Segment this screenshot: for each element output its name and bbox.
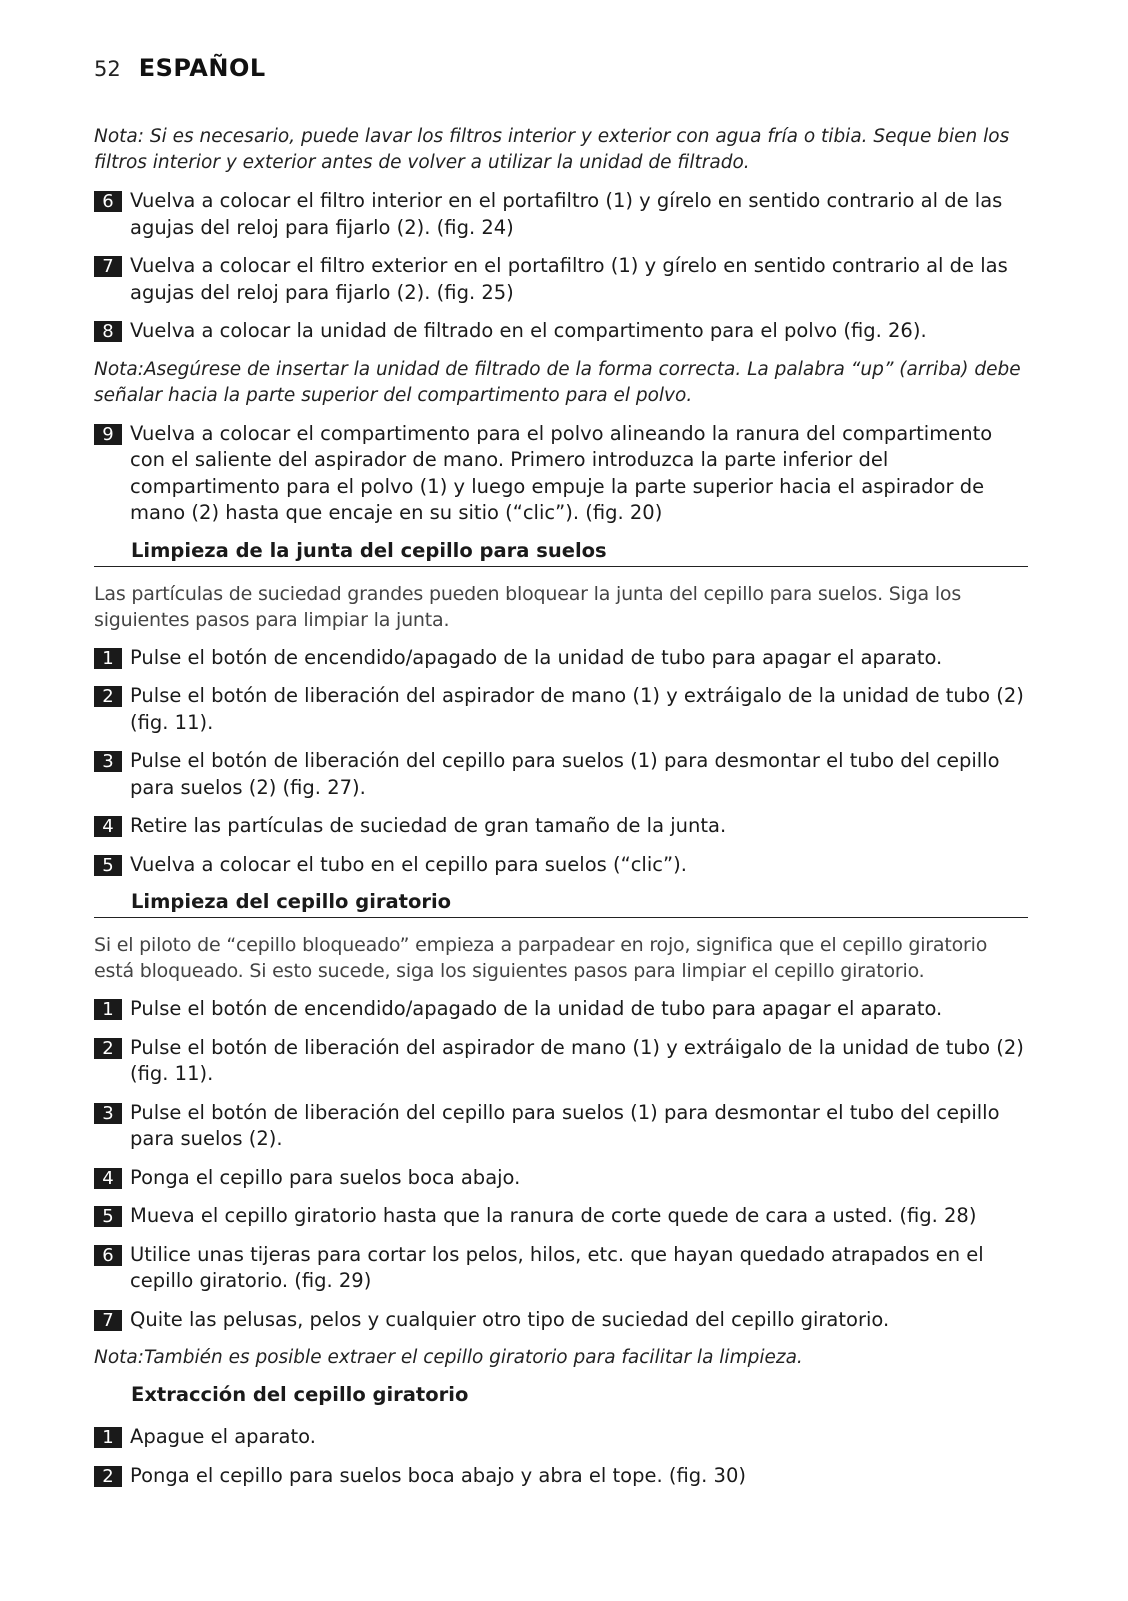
section-intro: Si el piloto de “cepillo bloqueado” empieza a parpadear en rojo, significa que el cepillo giratorio está bloqueado. Si esto sucede, siga los siguientes pasos para limpiar el cepillo giratorio. (94, 934, 988, 982)
step-number-badge: 2 (94, 1466, 122, 1487)
step-text: Pulse el botón de liberación del cepillo para suelos (1) para desmontar el tubo del cepillo para suelos (2). (130, 1100, 1000, 1150)
step-text: Retire las partículas de suciedad de gran tamaño de la junta. (130, 814, 727, 837)
note: Nota:Asegúrese de insertar la unidad de filtrado de la forma correcta. La palabra “up” (arriba) debe señalar hacia la parte superior del compartimento para el polvo. (94, 358, 1021, 406)
note: Nota: Si es necesario, puede lavar los filtros interior y exterior con agua fría o tibia. Seque bien los filtros interior y exterior antes de volver a utilizar la unidad de filtrado. (94, 126, 1010, 173)
step-item (94, 1424, 1028, 1451)
step-item (94, 188, 1028, 241)
step-number-badge: 3 (94, 1103, 122, 1124)
page-number: 52 (94, 57, 121, 81)
step-item (94, 1307, 1028, 1334)
step-item (94, 253, 1028, 306)
step-text: Ponga el cepillo para suelos boca abajo y abra el tope. (fig. 30) (130, 1463, 746, 1487)
step-item (94, 996, 1028, 1023)
step-number-badge: 4 (94, 1168, 122, 1189)
step-text: Vuelva a colocar el filtro interior en el portafiltro (1) y gírelo en sentido contrario al de las agujas del reloj para fijarlo (2). (fig. 24) (130, 189, 1003, 239)
section-heading: Limpieza del cepillo giratorio (94, 890, 1028, 918)
step-text: Quite las pelusas, pelos y cualquier otro tipo de suciedad del cepillo giratorio. (130, 1307, 890, 1331)
step-number-badge: 8 (94, 321, 122, 342)
step-item (94, 1165, 1028, 1192)
note: Nota:También es posible extraer el cepillo giratorio para facilitar la limpieza. (94, 1347, 803, 1368)
step-number-badge: 1 (94, 1427, 122, 1448)
step-item (94, 1035, 1028, 1088)
step-text: Pulse el botón de liberación del aspirador de mano (1) y extráigalo de la unidad de tubo (2) (fig. 11). (130, 684, 1024, 734)
step-text: Apague el aparato. (130, 1425, 316, 1448)
step-number-badge: 9 (94, 424, 122, 445)
page-content (94, 124, 1028, 1501)
step-text: Vuelva a colocar la unidad de filtrado en el compartimento para el polvo (fig. 26). (130, 319, 927, 342)
step-number-badge: 1 (94, 999, 122, 1020)
step-number-badge: 2 (94, 686, 122, 707)
step-number-badge: 1 (94, 648, 122, 669)
step-text: Utilice unas tijeras para cortar los pelos, hilos, etc. que hayan quedado atrapados en el cepillo giratorio. (fig. 29) (130, 1242, 984, 1292)
step-item (94, 683, 1028, 736)
step-item (94, 852, 1028, 879)
step-item (94, 421, 1028, 527)
step-number-badge: 6 (94, 1245, 122, 1266)
step-text: Mueva el cepillo giratorio hasta que la ranura de corte quede de cara a usted. (fig. 28) (130, 1204, 977, 1227)
step-item (94, 748, 1028, 801)
step-number-badge: 7 (94, 256, 122, 277)
step-text: Pulse el botón de liberación del cepillo para suelos (1) para desmontar el tubo del cepillo para suelos (2) (fig. 27). (130, 749, 1000, 799)
step-text: Pulse el botón de encendido/apagado de la unidad de tubo para apagar el aparato. (130, 997, 943, 1020)
step-text: Pulse el botón de liberación del aspirador de mano (1) y extráigalo de la unidad de tubo (2) (fig. 11). (130, 1035, 1024, 1085)
step-number-badge: 4 (94, 816, 122, 837)
section-heading: Limpieza de la junta del cepillo para suelos (94, 539, 1028, 567)
step-item (94, 1242, 1028, 1295)
step-text: Vuelva a colocar el filtro exterior en el portafiltro (1) y gírelo en sentido contrario al de las agujas del reloj para fijarlo (2). (fig. 25) (130, 254, 1008, 304)
step-item (94, 1203, 1028, 1230)
step-number-badge: 5 (94, 1206, 122, 1227)
step-number-badge: 7 (94, 1310, 122, 1331)
step-item (94, 813, 1028, 840)
section-intro: Las partículas de suciedad grandes pueden bloquear la junta del cepillo para suelos. Siga los siguientes pasos para limpiar la junta. (94, 582, 962, 631)
language-title: ESPAÑOL (138, 54, 266, 82)
page-header (94, 54, 266, 82)
section-heading: Extracción del cepillo giratorio (131, 1383, 469, 1406)
step-text: Pulse el botón de encendido/apagado de la unidad de tubo para apagar el aparato. (130, 645, 943, 669)
step-number-badge: 3 (94, 751, 122, 772)
step-item (94, 645, 1028, 672)
step-item (94, 1463, 1028, 1490)
step-text: Ponga el cepillo para suelos boca abajo. (130, 1165, 521, 1189)
step-text: Vuelva a colocar el tubo en el cepillo para suelos (“clic”). (130, 852, 687, 876)
step-number-badge: 6 (94, 191, 122, 212)
step-text: Vuelva a colocar el compartimento para el polvo alineando la ranura del compartimento con el saliente del aspirador de mano. Primero introduzca la parte inferior del compartimento para el polvo (1) y luego empuje la parte superior hacia el aspirador de mano (2) hasta que encaje en su sitio (“clic”). (fig. 20) (130, 421, 993, 524)
step-number-badge: 5 (94, 855, 122, 876)
step-item (94, 318, 1028, 345)
step-item (94, 1100, 1028, 1153)
step-number-badge: 2 (94, 1038, 122, 1059)
